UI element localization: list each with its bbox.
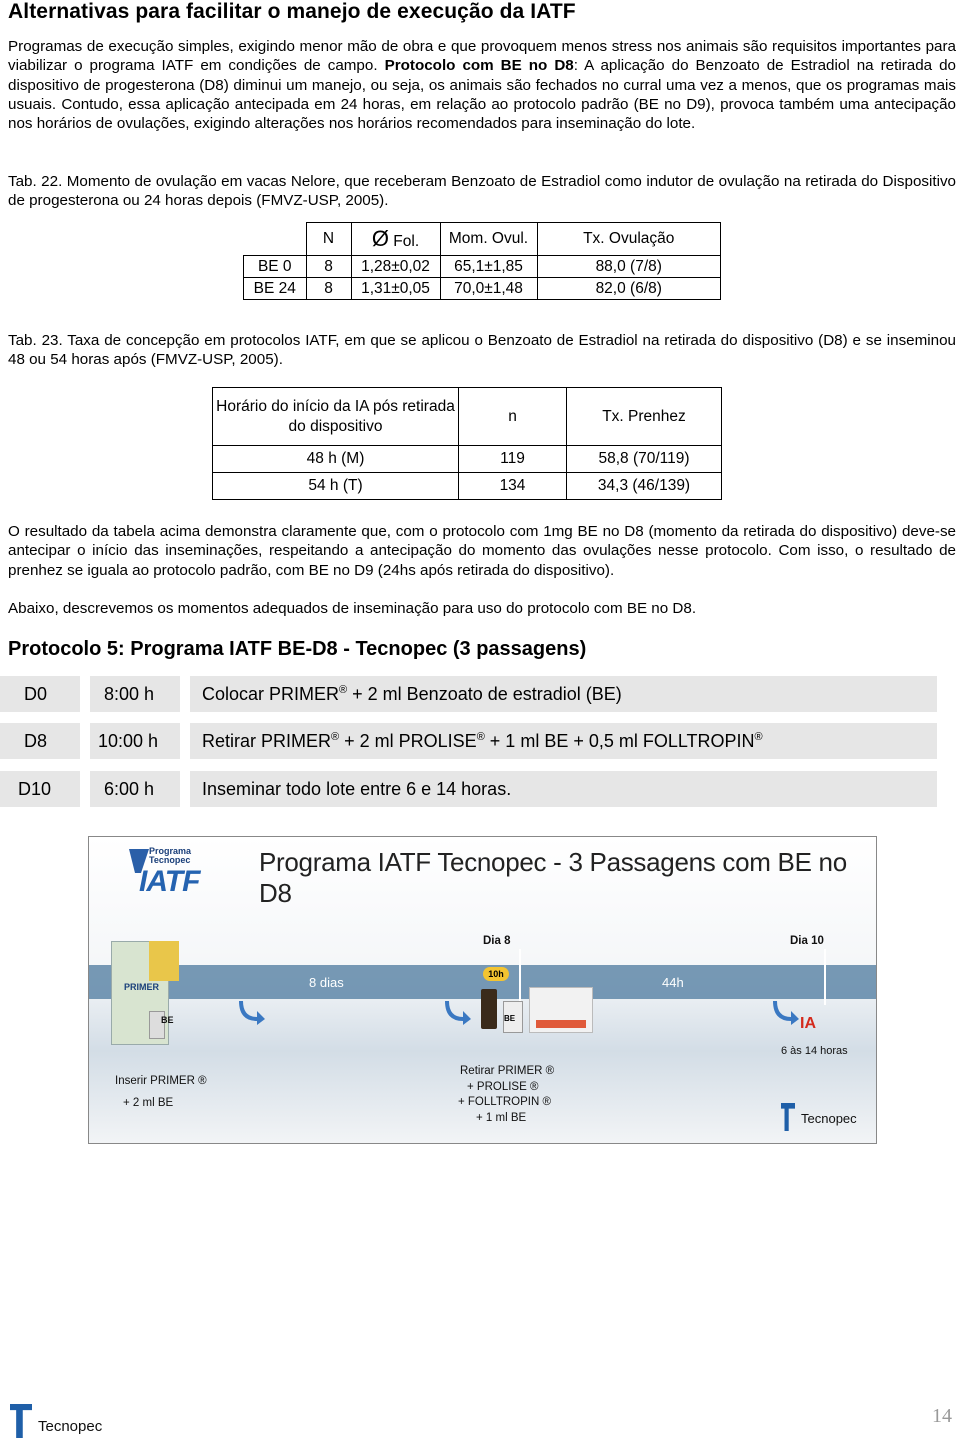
table-row — [244, 256, 721, 278]
span-44h: 44h — [662, 975, 684, 990]
tab22-caption: Tab. 22. Momento de ovulação em vacas Nelore, que receberam Benzoato de Estradiol como indutor de ovulação na retirada do Dispositivo de progesterona ou 24 horas depois (FMVZ-USP, 2005). — [8, 173, 956, 210]
protocol-row-d10 — [0, 771, 937, 807]
day10-label: Dia 10 — [790, 935, 824, 947]
table-header-n: N — [306, 223, 351, 256]
iatf-logo: Programa Tecnopec IATF — [127, 843, 207, 899]
table-cell: BE 24 — [244, 278, 307, 300]
tab22-table — [243, 222, 721, 300]
protocol5-title: Protocolo 5: Programa IATF BE-D8 - Tecnopec (3 passagens) — [8, 638, 587, 660]
protocol-row-d8 — [0, 723, 937, 759]
table-cell: 88,0 (7/8) — [537, 256, 721, 278]
step2-line4: + 1 ml BE — [476, 1112, 527, 1124]
below-paragraph: Abaixo, descrevemos os momentos adequados de inseminação para uso do protocolo com BE no D8. — [8, 600, 697, 617]
table-cell: 8 — [306, 256, 351, 278]
table-header-empty — [244, 223, 307, 256]
table-header-tx: Tx. Prenhez — [567, 388, 722, 446]
protocol-day: D10 — [18, 779, 52, 799]
day8-label: Dia 8 — [483, 935, 511, 947]
registered-mark: ® — [476, 731, 485, 743]
diameter-symbol: Ø — [371, 226, 389, 251]
protocol-text: : A aplicação do Benzoato de Estradiol na retirada do dispositivo de progesterona (D8) diminui um manejo, ou seja, os animais são fechados no curral uma vez a menos, que os programas mais usuais. Contudo, essa aplicação antecipada em 24 horas, em relação ao protocolo padrão (BE no D9), provoca também uma antecipação nos horários de ovulações, exigindo alterações nos horários recomendados para inseminação do lote. — [8, 57, 957, 133]
step1-line1: Inserir PRIMER ® — [115, 1075, 207, 1087]
registered-mark: ® — [339, 684, 348, 696]
table-row — [213, 446, 722, 473]
tab23-caption: Tab. 23. Taxa de concepção em protocolos IATF, em que se aplicou o Benzoato de Estradiol na retirada do dispositivo (D8) e se inseminou 48 ou 54 horas após (FMVZ-USP, 2005). — [8, 332, 956, 369]
table-cell: 119 — [459, 446, 567, 473]
table-cell: 8 — [306, 278, 351, 300]
time-10h: 10h — [483, 967, 509, 981]
table-header-row — [213, 388, 722, 446]
table-cell: 1,28±0,02 — [351, 256, 440, 278]
table-cell: 58,8 (70/119) — [567, 446, 722, 473]
protocol-row-d0 — [0, 676, 937, 712]
intro-text: Programas de execução simples, exigindo menor mão de obra e que provoquem menos stress nos animais são requisitos importantes para viabilizar o programa IATF em condições de campo. — [8, 38, 956, 75]
table-header-tx: Tx. Ovulação — [537, 223, 721, 256]
step2-line2: + PROLISE ® — [467, 1081, 539, 1093]
intro-paragraph — [8, 37, 956, 133]
page-title: Alternativas para facilitar o manejo de execução da IATF — [8, 0, 576, 23]
be-bottle-label: BE — [161, 1015, 174, 1025]
folltropin-box-image — [529, 987, 593, 1033]
tab23-table — [212, 387, 722, 500]
protocol-time: 10:00 h — [98, 731, 159, 751]
table-cell: 54 h (T) — [213, 473, 459, 500]
protocol-label: Protocolo com BE no D8 — [384, 57, 574, 75]
table-cell: 65,1±1,85 — [440, 256, 537, 278]
table-header-mom: Mom. Ovul. — [440, 223, 537, 256]
protocol-desc: Inseminar todo lote entre 6 e 14 horas. — [202, 779, 512, 799]
registered-mark: ® — [331, 731, 340, 743]
be-bottle-image: BE — [503, 1001, 523, 1033]
table-cell: 48 h (M) — [213, 446, 459, 473]
protocol-desc: Colocar PRIMER® + 2 ml Benzoato de estradiol (BE) — [202, 684, 622, 704]
tecnopec-logo-icon — [10, 1404, 32, 1438]
protocol-time: 8:00 h — [104, 684, 155, 704]
protocol-time: 6:00 h — [104, 779, 155, 799]
primer-pack-image: PRIMER — [111, 941, 169, 1045]
tecnopec-logo: Tecnopec — [781, 1099, 871, 1135]
ia-label: IA — [800, 1015, 816, 1032]
table-row — [244, 278, 721, 300]
step1-line2: + 2 ml BE — [123, 1097, 174, 1109]
table-row — [213, 473, 722, 500]
step2-line3: + FOLLTROPIN ® — [458, 1096, 551, 1108]
table-header-row — [244, 223, 721, 256]
table-cell: BE 0 — [244, 256, 307, 278]
protocol-day: D8 — [24, 731, 48, 751]
table-cell: 82,0 (6/8) — [537, 278, 721, 300]
table-cell: 134 — [459, 473, 567, 500]
arrow-icon — [239, 997, 267, 1025]
prolise-bottle-image — [481, 989, 497, 1029]
step2-line1: Retirar PRIMER ® — [460, 1065, 555, 1077]
table-header-fol: Ø Fol. — [351, 223, 440, 256]
table-cell: 34,3 (46/139) — [567, 473, 722, 500]
arrow-icon — [445, 997, 473, 1025]
footer-brand: Tecnopec — [38, 1418, 103, 1435]
ia-window: 6 às 14 horas — [781, 1045, 848, 1057]
page-number: 14 — [932, 1405, 952, 1427]
arrow-icon — [773, 997, 801, 1025]
table-header-horario: Horário do início da IA pós retirada do dispositivo — [213, 388, 459, 446]
figure-title: Programa IATF Tecnopec - 3 Passagens com BE no D8 — [259, 847, 847, 908]
span-8-dias: 8 dias — [309, 975, 344, 990]
table-cell: 70,0±1,48 — [440, 278, 537, 300]
protocol-day: D0 — [24, 684, 48, 704]
table-header-n: n — [459, 388, 567, 446]
protocol-figure — [88, 836, 877, 1144]
registered-mark: ® — [754, 731, 763, 743]
result-paragraph: O resultado da tabela acima demonstra claramente que, com o protocolo com 1mg BE no D8 (momento da retirada do dispositivo) deve-se antecipar o início das inseminações, respeitando a antecipação do momento das ovulações nesse protocolo. Com isso, o resultado de prenhez se iguala ao protocolo padrão, com BE no D9 (24hs após retirada do dispositivo). — [8, 523, 956, 579]
protocol-desc: Retirar PRIMER® + 2 ml PROLISE® + 1 ml BE + 0,5 ml FOLLTROPIN® — [202, 731, 763, 751]
table-cell: 1,31±0,05 — [351, 278, 440, 300]
